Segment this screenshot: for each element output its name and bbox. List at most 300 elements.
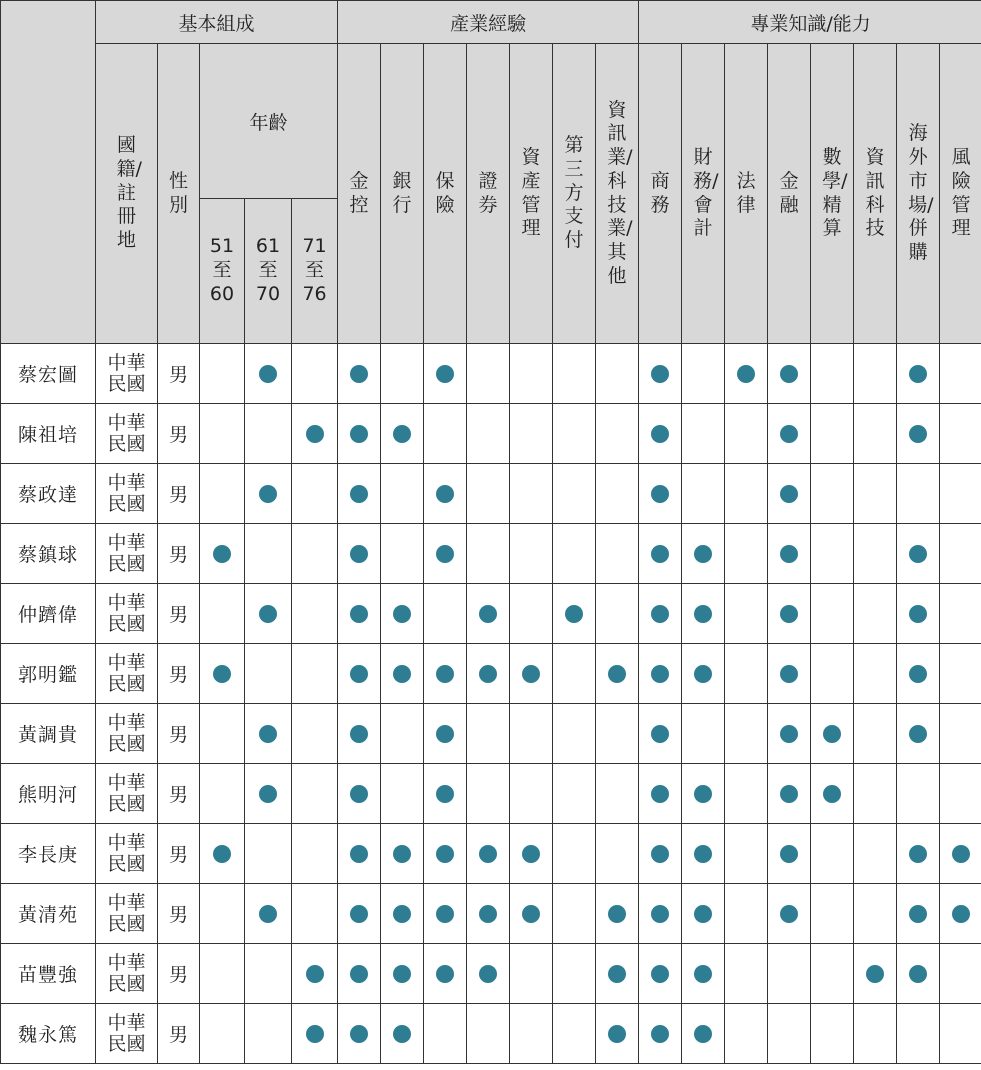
col-age-bracket-0 (200, 199, 245, 344)
director-nationality: 中華 民國 (96, 884, 158, 944)
director-gender: 男 (158, 644, 200, 704)
director-name: 李長庚 (1, 824, 96, 884)
check-dot-icon (651, 905, 669, 923)
check-dot-icon (259, 905, 277, 923)
director-name: 黃清苑 (1, 884, 96, 944)
check-dot-icon (350, 905, 368, 923)
matrix-cell (854, 764, 897, 824)
matrix-cell (768, 884, 811, 944)
check-dot-icon (651, 545, 669, 563)
matrix-cell (338, 884, 381, 944)
check-dot-icon (823, 725, 841, 743)
director-gender: 男 (158, 824, 200, 884)
check-dot-icon (866, 965, 884, 983)
matrix-cell (682, 344, 725, 404)
col-expertise-finance: 金融 (768, 44, 811, 344)
matrix-cell (940, 884, 981, 944)
matrix-cell (725, 644, 768, 704)
matrix-cell (467, 884, 510, 944)
matrix-cell (897, 884, 940, 944)
col-expertise-finance-accounting: 財務/會計 (682, 44, 725, 344)
matrix-cell (768, 344, 811, 404)
matrix-cell (725, 704, 768, 764)
matrix-cell (553, 764, 596, 824)
matrix-cell (424, 884, 467, 944)
matrix-cell (553, 1004, 596, 1064)
matrix-cell (682, 524, 725, 584)
col-industry-bank: 銀行 (381, 44, 424, 344)
check-dot-icon (909, 905, 927, 923)
matrix-cell (553, 584, 596, 644)
check-dot-icon (213, 665, 231, 683)
matrix-cell (811, 704, 854, 764)
matrix-cell (596, 824, 639, 884)
matrix-cell (245, 524, 292, 584)
age-bracket-from: 51 (209, 235, 235, 258)
matrix-cell (897, 344, 940, 404)
check-dot-icon (350, 845, 368, 863)
matrix-cell (682, 824, 725, 884)
director-nationality: 中華 民國 (96, 1004, 158, 1064)
matrix-cell (854, 824, 897, 884)
check-dot-icon (694, 545, 712, 563)
matrix-cell (639, 524, 682, 584)
check-dot-icon (259, 485, 277, 503)
director-gender: 男 (158, 524, 200, 584)
matrix-cell (897, 944, 940, 1004)
matrix-cell (467, 704, 510, 764)
matrix-cell (854, 464, 897, 524)
matrix-cell (811, 1004, 854, 1064)
matrix-cell (682, 1004, 725, 1064)
check-dot-icon (213, 845, 231, 863)
table-row (1, 944, 981, 1004)
matrix-cell (596, 704, 639, 764)
matrix-cell (338, 764, 381, 824)
director-name: 郭明鑑 (1, 644, 96, 704)
matrix-cell (768, 1004, 811, 1064)
matrix-cell (639, 764, 682, 824)
matrix-cell (897, 764, 940, 824)
matrix-cell (424, 1004, 467, 1064)
check-dot-icon (259, 725, 277, 743)
matrix-cell (596, 404, 639, 464)
matrix-cell (639, 584, 682, 644)
matrix-cell (510, 524, 553, 584)
matrix-cell (381, 404, 424, 464)
matrix-cell (510, 644, 553, 704)
matrix-cell (940, 944, 981, 1004)
check-dot-icon (350, 605, 368, 623)
check-dot-icon (651, 605, 669, 623)
matrix-cell (811, 524, 854, 584)
director-name: 苗豐強 (1, 944, 96, 1004)
check-dot-icon (306, 1025, 324, 1043)
matrix-cell (768, 944, 811, 1004)
col-industry-securities: 證券 (467, 44, 510, 344)
col-expertise-info-tech: 資訊科技 (854, 44, 897, 344)
check-dot-icon (259, 785, 277, 803)
check-dot-icon (694, 1025, 712, 1043)
matrix-cell (510, 584, 553, 644)
matrix-cell (940, 704, 981, 764)
matrix-cell (338, 944, 381, 1004)
check-dot-icon (393, 425, 411, 443)
col-age-title: 年齡 (200, 44, 338, 199)
col-expertise-law: 法律 (725, 44, 768, 344)
col-gender: 性別 (158, 44, 200, 344)
matrix-cell (381, 644, 424, 704)
matrix-cell (768, 764, 811, 824)
matrix-cell (897, 524, 940, 584)
matrix-cell (381, 944, 424, 1004)
check-dot-icon (780, 785, 798, 803)
check-dot-icon (350, 485, 368, 503)
matrix-cell (854, 884, 897, 944)
matrix-cell (811, 344, 854, 404)
check-dot-icon (780, 605, 798, 623)
table-row (1, 584, 981, 644)
matrix-cell (940, 1004, 981, 1064)
matrix-cell (245, 824, 292, 884)
matrix-cell (811, 884, 854, 944)
table-row (1, 404, 981, 464)
matrix-cell (553, 464, 596, 524)
matrix-cell (639, 464, 682, 524)
matrix-cell (292, 764, 338, 824)
matrix-cell (682, 644, 725, 704)
check-dot-icon (350, 365, 368, 383)
age-bracket-from: 61 (255, 235, 281, 258)
matrix-cell (553, 404, 596, 464)
matrix-cell (510, 824, 553, 884)
col-age-bracket-1 (245, 199, 292, 344)
col-industry-third-party-pay: 第三方支付 (553, 44, 596, 344)
matrix-cell (292, 644, 338, 704)
col-industry-it-tech-other: 資訊業/科技業/其他 (596, 44, 639, 344)
matrix-cell (940, 764, 981, 824)
check-dot-icon (651, 845, 669, 863)
col-industry-fin-holding: 金控 (338, 44, 381, 344)
matrix-cell (725, 464, 768, 524)
age-bracket-to: 60 (209, 282, 235, 305)
check-dot-icon (479, 905, 497, 923)
matrix-cell (292, 344, 338, 404)
check-dot-icon (522, 665, 540, 683)
check-dot-icon (737, 365, 755, 383)
director-name: 魏永篤 (1, 1004, 96, 1064)
matrix-cell (553, 704, 596, 764)
matrix-cell (596, 584, 639, 644)
check-dot-icon (909, 425, 927, 443)
matrix-cell (338, 344, 381, 404)
check-dot-icon (651, 785, 669, 803)
matrix-cell (768, 644, 811, 704)
check-dot-icon (436, 845, 454, 863)
check-dot-icon (608, 905, 626, 923)
matrix-cell (200, 944, 245, 1004)
check-dot-icon (393, 1025, 411, 1043)
check-dot-icon (436, 665, 454, 683)
matrix-cell (596, 764, 639, 824)
check-dot-icon (780, 425, 798, 443)
check-dot-icon (350, 545, 368, 563)
check-dot-icon (436, 725, 454, 743)
check-dot-icon (522, 845, 540, 863)
check-dot-icon (479, 665, 497, 683)
matrix-cell (854, 704, 897, 764)
matrix-cell (854, 944, 897, 1004)
matrix-cell (553, 824, 596, 884)
matrix-cell (510, 764, 553, 824)
director-gender: 男 (158, 404, 200, 464)
matrix-cell (725, 404, 768, 464)
matrix-cell (292, 944, 338, 1004)
matrix-cell (292, 404, 338, 464)
director-nationality: 中華 民國 (96, 824, 158, 884)
matrix-cell (245, 1004, 292, 1064)
matrix-cell (897, 464, 940, 524)
matrix-cell (424, 404, 467, 464)
check-dot-icon (694, 845, 712, 863)
matrix-cell (639, 404, 682, 464)
matrix-cell (768, 704, 811, 764)
director-name: 陳祖培 (1, 404, 96, 464)
matrix-cell (245, 584, 292, 644)
matrix-cell (292, 824, 338, 884)
check-dot-icon (651, 485, 669, 503)
matrix-cell (596, 344, 639, 404)
check-dot-icon (780, 485, 798, 503)
matrix-cell (467, 944, 510, 1004)
matrix-cell (811, 944, 854, 1004)
matrix-cell (381, 704, 424, 764)
matrix-cell (768, 584, 811, 644)
matrix-cell (381, 884, 424, 944)
director-nationality: 中華 民國 (96, 344, 158, 404)
check-dot-icon (479, 605, 497, 623)
check-dot-icon (952, 905, 970, 923)
matrix-cell (811, 464, 854, 524)
check-dot-icon (393, 665, 411, 683)
check-dot-icon (651, 365, 669, 383)
check-dot-icon (436, 545, 454, 563)
check-dot-icon (651, 665, 669, 683)
group-basic: 基本組成 (96, 1, 338, 44)
matrix-cell (639, 824, 682, 884)
matrix-cell (596, 524, 639, 584)
matrix-cell (682, 464, 725, 524)
matrix-cell (854, 344, 897, 404)
age-bracket-from: 71 (302, 235, 327, 258)
check-dot-icon (780, 725, 798, 743)
matrix-cell (639, 1004, 682, 1064)
age-bracket-to: 70 (255, 282, 281, 305)
matrix-cell (200, 584, 245, 644)
matrix-cell (639, 644, 682, 704)
matrix-cell (682, 404, 725, 464)
matrix-cell (292, 884, 338, 944)
director-gender: 男 (158, 764, 200, 824)
corner-cell (1, 1, 96, 344)
matrix-cell (596, 944, 639, 1004)
matrix-cell (811, 584, 854, 644)
matrix-cell (424, 704, 467, 764)
table-row (1, 1004, 981, 1064)
director-name: 黃調貴 (1, 704, 96, 764)
matrix-cell (467, 824, 510, 884)
matrix-cell (940, 344, 981, 404)
matrix-cell (725, 764, 768, 824)
matrix-cell (897, 1004, 940, 1064)
matrix-cell (553, 944, 596, 1004)
matrix-cell (467, 584, 510, 644)
matrix-cell (725, 944, 768, 1004)
director-name: 蔡政達 (1, 464, 96, 524)
check-dot-icon (780, 905, 798, 923)
matrix-cell (381, 584, 424, 644)
matrix-cell (245, 944, 292, 1004)
matrix-cell (897, 584, 940, 644)
check-dot-icon (780, 665, 798, 683)
check-dot-icon (651, 725, 669, 743)
col-nationality: 國籍/註冊地 (96, 44, 158, 344)
matrix-cell (381, 344, 424, 404)
matrix-cell (245, 464, 292, 524)
check-dot-icon (350, 425, 368, 443)
matrix-cell (940, 464, 981, 524)
matrix-cell (553, 644, 596, 704)
matrix-cell (811, 644, 854, 704)
director-gender: 男 (158, 584, 200, 644)
matrix-cell (897, 824, 940, 884)
matrix-cell (200, 1004, 245, 1064)
matrix-cell (596, 884, 639, 944)
matrix-cell (854, 584, 897, 644)
matrix-cell (467, 764, 510, 824)
matrix-cell (682, 704, 725, 764)
matrix-cell (245, 764, 292, 824)
matrix-cell (338, 1004, 381, 1064)
check-dot-icon (350, 665, 368, 683)
check-dot-icon (909, 365, 927, 383)
director-gender: 男 (158, 704, 200, 764)
check-dot-icon (909, 545, 927, 563)
matrix-cell (811, 824, 854, 884)
check-dot-icon (909, 965, 927, 983)
check-dot-icon (436, 485, 454, 503)
director-name: 熊明河 (1, 764, 96, 824)
matrix-cell (725, 884, 768, 944)
check-dot-icon (393, 605, 411, 623)
matrix-cell (596, 1004, 639, 1064)
matrix-cell (639, 704, 682, 764)
matrix-cell (854, 524, 897, 584)
matrix-cell (338, 404, 381, 464)
age-bracket-to-word: 至 (258, 259, 278, 282)
matrix-cell (338, 704, 381, 764)
matrix-cell (245, 344, 292, 404)
director-nationality: 中華 民國 (96, 764, 158, 824)
matrix-cell (682, 584, 725, 644)
matrix-cell (510, 884, 553, 944)
matrix-cell (510, 1004, 553, 1064)
matrix-cell (596, 644, 639, 704)
director-gender: 男 (158, 464, 200, 524)
matrix-cell (338, 824, 381, 884)
matrix-cell (200, 884, 245, 944)
check-dot-icon (651, 1025, 669, 1043)
col-expertise-risk-mgmt: 風險管理 (940, 44, 981, 344)
matrix-cell (768, 524, 811, 584)
matrix-cell (811, 404, 854, 464)
check-dot-icon (479, 845, 497, 863)
matrix-cell (682, 944, 725, 1004)
table-row (1, 524, 981, 584)
age-bracket-to: 76 (302, 282, 327, 305)
age-bracket-to-word: 至 (305, 259, 325, 282)
matrix-cell (200, 524, 245, 584)
matrix-cell (897, 644, 940, 704)
matrix-cell (338, 464, 381, 524)
matrix-cell (245, 884, 292, 944)
check-dot-icon (694, 965, 712, 983)
check-dot-icon (608, 965, 626, 983)
matrix-cell (639, 344, 682, 404)
check-dot-icon (608, 665, 626, 683)
group-industry: 產業經驗 (338, 1, 639, 44)
matrix-cell (424, 764, 467, 824)
matrix-cell (940, 404, 981, 464)
check-dot-icon (350, 965, 368, 983)
age-bracket-to-word: 至 (212, 259, 232, 282)
matrix-cell (639, 944, 682, 1004)
director-name: 蔡宏圖 (1, 344, 96, 404)
check-dot-icon (780, 365, 798, 383)
matrix-cell (200, 344, 245, 404)
matrix-cell (940, 824, 981, 884)
matrix-cell (725, 824, 768, 884)
check-dot-icon (651, 425, 669, 443)
matrix-cell (553, 344, 596, 404)
check-dot-icon (952, 845, 970, 863)
matrix-cell (854, 404, 897, 464)
col-expertise-business: 商務 (639, 44, 682, 344)
col-expertise-overseas-ma: 海外市場/併購 (897, 44, 940, 344)
check-dot-icon (651, 965, 669, 983)
director-nationality: 中華 民國 (96, 704, 158, 764)
matrix-cell (725, 344, 768, 404)
check-dot-icon (909, 665, 927, 683)
matrix-cell (510, 704, 553, 764)
director-nationality: 中華 民國 (96, 584, 158, 644)
matrix-cell (940, 644, 981, 704)
matrix-cell (200, 404, 245, 464)
matrix-cell (467, 644, 510, 704)
matrix-cell (424, 584, 467, 644)
matrix-cell (200, 644, 245, 704)
check-dot-icon (436, 365, 454, 383)
matrix-cell (292, 524, 338, 584)
matrix-cell (854, 644, 897, 704)
matrix-cell (467, 404, 510, 464)
matrix-cell (467, 464, 510, 524)
matrix-cell (768, 464, 811, 524)
check-dot-icon (393, 965, 411, 983)
matrix-cell (292, 464, 338, 524)
director-gender: 男 (158, 344, 200, 404)
check-dot-icon (213, 545, 231, 563)
